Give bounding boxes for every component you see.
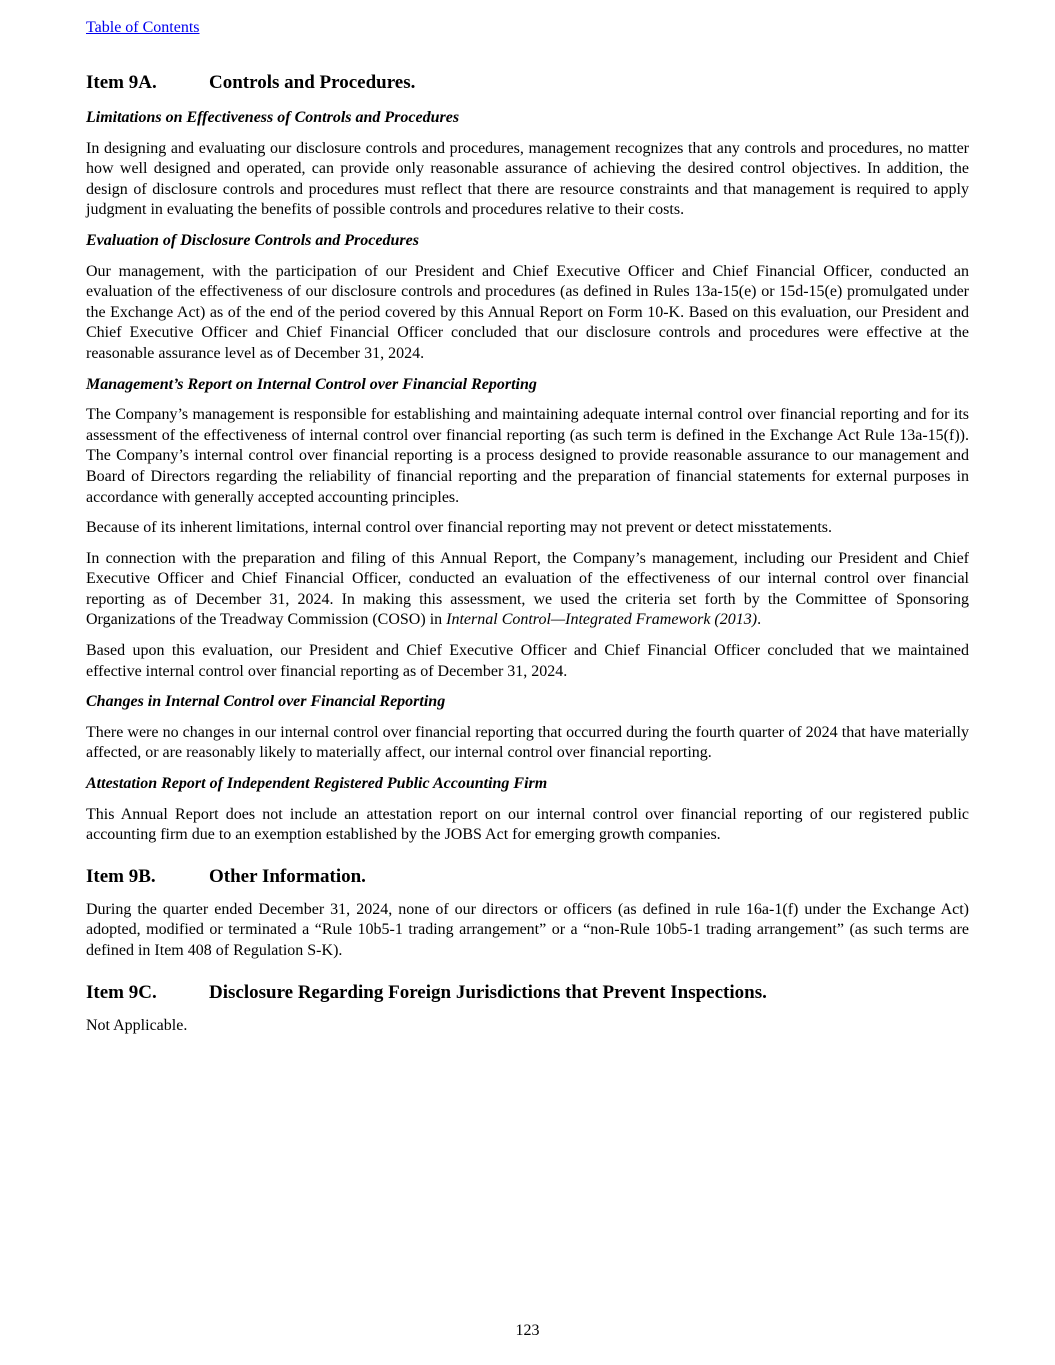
item-9a-number: Item 9A. bbox=[86, 72, 157, 93]
paragraph-evaluation: Our management, with the participation of our President and Chief Executive Officer and Chief Financial Officer, conducted an evaluation of the effectiveness of our disclosure controls and procedures (as defined in Rules 13a-15(e) or 15d-15(e) promulgated under the Exchange Act) as of the end of the period covered by this Annual Report on Form 10-K. Based on this evaluation, our President and Chief Executive Officer and Chief Financial Officer concluded that our disclosure controls and procedures were effective at the reasonable assurance level as of December 31, 2024. bbox=[86, 262, 969, 362]
section-heading-limitations: Limitations on Effectiveness of Controls and Procedures bbox=[86, 109, 460, 126]
item-9a-title: Controls and Procedures. bbox=[209, 72, 416, 93]
paragraph-management-responsibility: The Company’s management is responsible for establishing and maintaining adequate internal control over financial reporting and for its assessment of the effectiveness of internal control over financial reporting (as such term is defined in the Exchange Act Rule 13a-15(f)). The Company’s internal control over financial reporting is a process designed to provide reasonable assurance to our management and Board of Directors regarding the reliability of financial reporting and the preparation of financial statements for external purposes in accordance with generally accepted accounting principles. bbox=[86, 406, 969, 506]
page-number: 123 bbox=[515, 1322, 540, 1339]
section-heading-evaluation: Evaluation of Disclosure Controls and Procedures bbox=[86, 231, 419, 249]
paragraph-inherent-limitations: Because of its inherent limitations, internal control over financial reporting may not prevent or detect misstatements. bbox=[86, 519, 832, 537]
coso-end: . bbox=[757, 611, 762, 629]
paragraph-attestation: This Annual Report does not include an attestation report on our internal control over financial reporting of our registered public accounting firm due to an exemption established by the JOBS Act for emerging growth companies. bbox=[86, 805, 969, 844]
paragraph-not-applicable: Not Applicable. bbox=[86, 1016, 188, 1034]
coso-framework-title: Internal Control—Integrated Framework (2013) bbox=[446, 611, 758, 629]
table-of-contents-link[interactable]: Table of Contents bbox=[86, 19, 200, 36]
section-heading-management-report: Management’s Report on Internal Control over Financial Reporting bbox=[86, 375, 537, 393]
item-9c-number: Item 9C. bbox=[86, 981, 157, 1003]
section-heading-changes: Changes in Internal Control over Financial Reporting bbox=[86, 693, 446, 711]
paragraph-other-information: During the quarter ended December 31, 2024, none of our directors or officers (as defined in rule 16a-1(f) under the Exchange Act) adopted, modified or terminated a “Rule 10b5-1 trading arrangement” or a “non-Rule 10b5-1 trading arrangement” (as such terms are defined in Item 408 of Regulation S-K). bbox=[86, 900, 969, 959]
coso-text: In connection with the preparation and filing of this Annual Report, the Company’s management, including our President and Chief Executive Officer and Chief Financial Officer, conducted an evaluation of the effectiveness of our internal control over financial reporting as of December 31, 2024. In making this assessment, we used the criteria set forth by the Committee of Sponsoring Organizations of the Treadway Commission (COSO) in bbox=[86, 549, 969, 629]
document-body bbox=[86, 70, 969, 1036]
paragraph-coso-assessment bbox=[86, 549, 969, 631]
item-9b-number: Item 9B. bbox=[86, 865, 156, 887]
item-9c-title: Disclosure Regarding Foreign Jurisdictions that Prevent Inspections. bbox=[209, 981, 767, 1003]
paragraph-limitations: In designing and evaluating our disclosure controls and procedures, management recognizes that any controls and procedures, no matter how well designed and operated, can provide only reasonable assurance of achieving the desired control objectives. In addition, the design of disclosure controls and procedures must reflect that there are resource constraints and that management is required to apply judgment in evaluating the benefits of possible controls and procedures relative to their costs. bbox=[86, 139, 969, 219]
item-9b-heading bbox=[86, 864, 969, 890]
paragraph-changes: There were no changes in our internal control over financial reporting that occurred during the fourth quarter of 2024 that have materially affected, or are reasonably likely to materially affect, our internal control over financial reporting. bbox=[86, 723, 969, 762]
item-9b-title: Other Information. bbox=[209, 865, 366, 887]
section-heading-attestation: Attestation Report of Independent Registered Public Accounting Firm bbox=[86, 775, 548, 793]
item-9a-heading bbox=[86, 70, 969, 96]
paragraph-conclusion: Based upon this evaluation, our President and Chief Executive Officer and Chief Financial Officer concluded that we maintained effective internal control over financial reporting as of December 31, 2024. bbox=[86, 642, 969, 680]
item-9c-heading bbox=[86, 980, 969, 1006]
